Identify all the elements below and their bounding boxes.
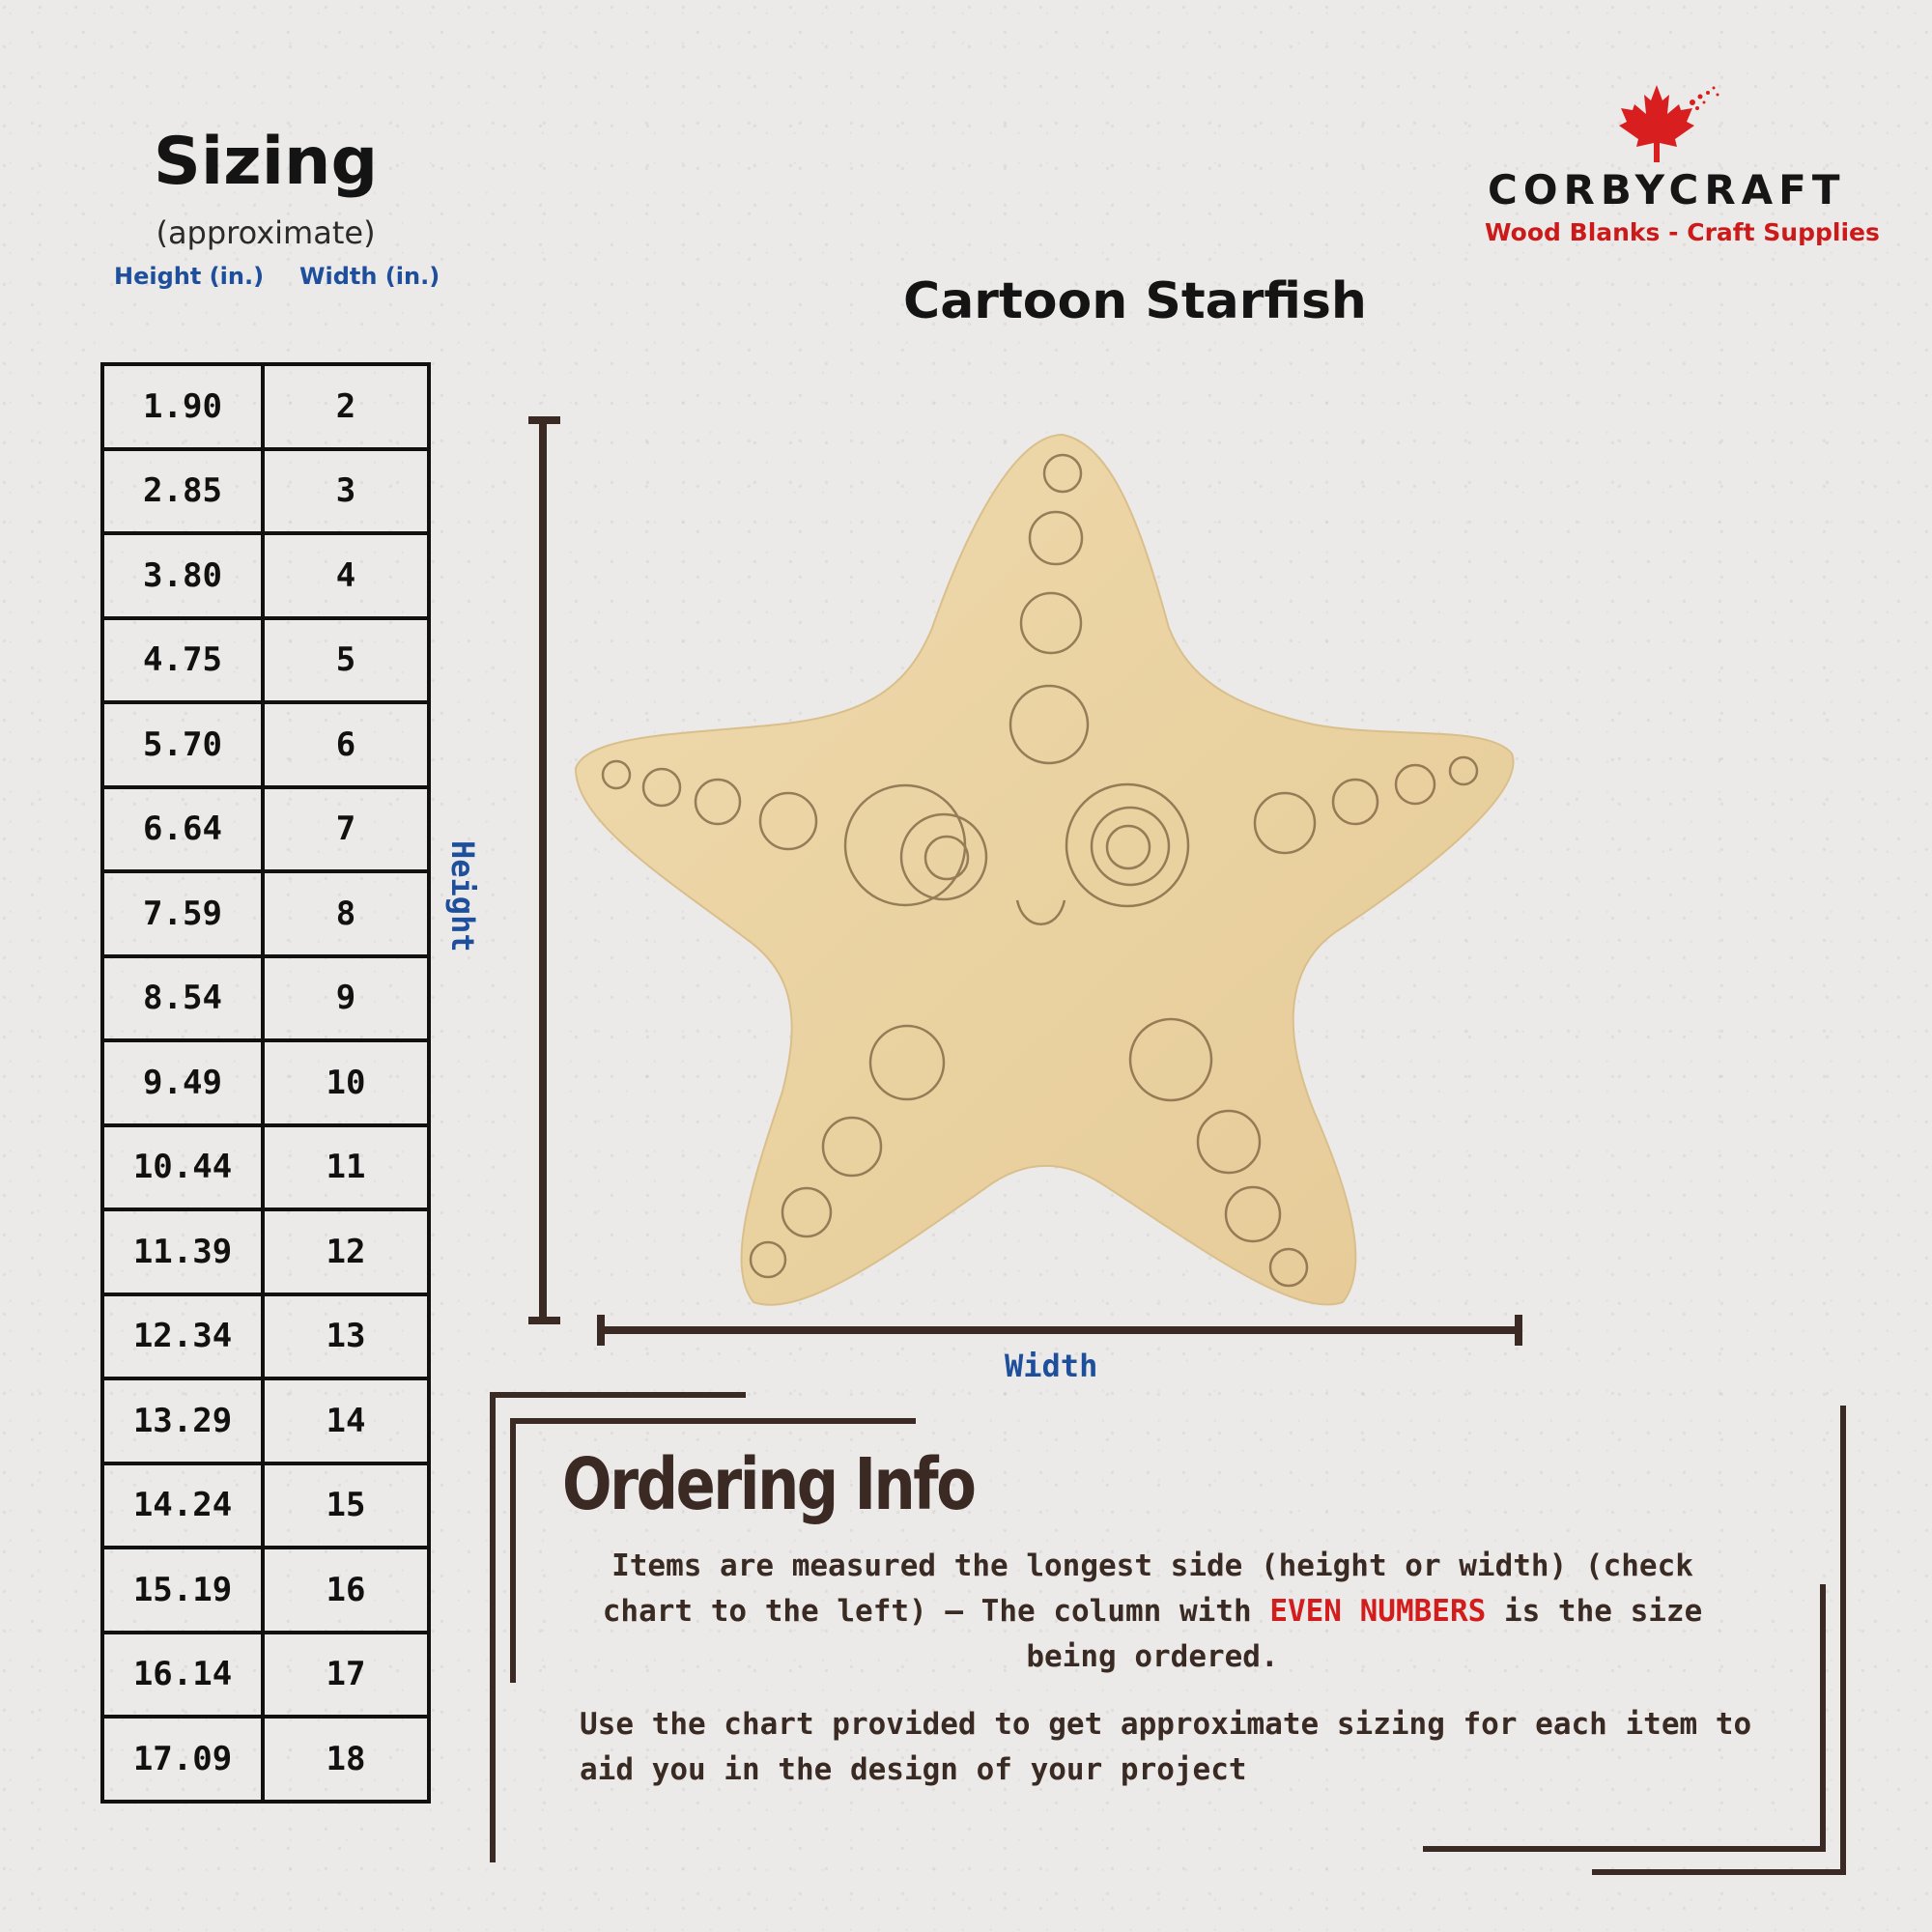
brand-name: CORBYCRAFT <box>1488 166 1846 213</box>
size-row <box>102 1548 429 1633</box>
width-column-header: Width (in.) <box>299 263 440 290</box>
height-cell: 15.19 <box>102 1548 263 1633</box>
size-row <box>102 1040 429 1125</box>
height-cell: 10.44 <box>102 1125 263 1210</box>
height-cell: 16.14 <box>102 1633 263 1718</box>
ordering-info-paragraph-2: Use the chart provided to get approximate sizing for each item to aid you in the design of your project <box>580 1707 1752 1787</box>
size-row <box>102 1294 429 1379</box>
ordering-text: Items are measured the longest side (height or width) (check chart to the left) – The column with <box>602 1548 1693 1629</box>
size-row <box>102 449 429 534</box>
height-cell: 13.29 <box>102 1378 263 1463</box>
size-row <box>102 364 429 449</box>
height-cell: 5.70 <box>102 702 263 787</box>
frame-line <box>1820 1584 1826 1850</box>
size-row <box>102 1125 429 1210</box>
height-cell: 17.09 <box>102 1717 263 1802</box>
frame-line <box>490 1392 746 1398</box>
frame-line <box>1423 1846 1826 1852</box>
width-cell: 8 <box>263 871 429 956</box>
size-row <box>102 787 429 872</box>
width-cell: 13 <box>263 1294 429 1379</box>
height-label: Height <box>444 840 481 952</box>
height-cell: 11.39 <box>102 1209 263 1294</box>
size-row <box>102 956 429 1041</box>
height-cell: 7.59 <box>102 871 263 956</box>
size-row <box>102 1209 429 1294</box>
frame-line <box>510 1418 916 1424</box>
frame-line <box>490 1392 496 1862</box>
width-cell: 7 <box>263 787 429 872</box>
height-cell: 4.75 <box>102 618 263 703</box>
height-column-header: Height (in.) <box>114 263 265 290</box>
width-cell: 12 <box>263 1209 429 1294</box>
width-cell: 15 <box>263 1463 429 1548</box>
width-cell: 2 <box>263 364 429 449</box>
height-cell: 1.90 <box>102 364 263 449</box>
sizing-subtitle: (approximate) <box>156 214 376 251</box>
ordering-text: is the size being ordered. <box>1026 1594 1703 1674</box>
width-cell: 5 <box>263 618 429 703</box>
product-title: Cartoon Starfish <box>903 272 1367 330</box>
width-cell: 14 <box>263 1378 429 1463</box>
size-row <box>102 1378 429 1463</box>
maple-leaf-icon <box>1604 79 1739 166</box>
size-row <box>102 1633 429 1718</box>
width-cell: 4 <box>263 533 429 618</box>
width-cell: 16 <box>263 1548 429 1633</box>
height-cell: 12.34 <box>102 1294 263 1379</box>
width-cell: 11 <box>263 1125 429 1210</box>
height-cell: 8.54 <box>102 956 263 1041</box>
size-row <box>102 1717 429 1802</box>
size-row <box>102 871 429 956</box>
frame-line <box>510 1418 516 1683</box>
starfish-image <box>560 415 1526 1343</box>
frame-line <box>1592 1869 1846 1875</box>
width-cell: 6 <box>263 702 429 787</box>
width-label: Width <box>1005 1348 1098 1384</box>
ordering-info-paragraph-1 <box>568 1544 1737 1680</box>
ordering-info-title: Ordering Info <box>562 1443 975 1526</box>
width-cell: 18 <box>263 1717 429 1802</box>
frame-line <box>1840 1406 1846 1875</box>
height-cell: 14.24 <box>102 1463 263 1548</box>
width-cell: 9 <box>263 956 429 1041</box>
even-numbers-highlight: EVEN NUMBERS <box>1269 1594 1487 1629</box>
height-cell: 9.49 <box>102 1040 263 1125</box>
size-table <box>100 362 431 1804</box>
width-cell: 3 <box>263 449 429 534</box>
width-cell: 17 <box>263 1633 429 1718</box>
brand-tagline: Wood Blanks - Craft Supplies <box>1485 218 1880 246</box>
size-row <box>102 533 429 618</box>
width-cell: 10 <box>263 1040 429 1125</box>
height-dimension-line <box>522 411 560 1328</box>
size-row <box>102 702 429 787</box>
height-cell: 3.80 <box>102 533 263 618</box>
height-cell: 6.64 <box>102 787 263 872</box>
size-row <box>102 1463 429 1548</box>
height-cell: 2.85 <box>102 449 263 534</box>
size-row <box>102 618 429 703</box>
sizing-title: Sizing <box>153 124 379 200</box>
